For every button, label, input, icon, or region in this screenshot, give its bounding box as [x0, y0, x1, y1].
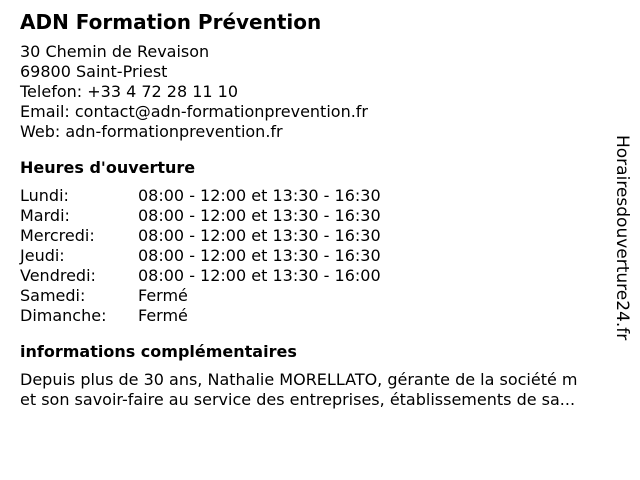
hours-time: 08:00 - 12:00 et 13:30 - 16:30: [138, 186, 381, 205]
hours-time: Fermé: [138, 306, 188, 325]
hours-day: Jeudi:: [20, 246, 65, 265]
address-city: 69800 Saint-Priest: [20, 62, 168, 81]
description-line-2: et son savoir-faire au service des entreprises, établissements de sa...: [20, 390, 576, 409]
web-line[interactable]: Web: adn-formationprevention.fr: [20, 122, 283, 141]
hours-row-jeudi: [20, 246, 620, 266]
hours-time: 08:00 - 12:00 et 13:30 - 16:30: [138, 206, 381, 225]
hours-day: Vendredi:: [20, 266, 96, 285]
opening-hours-table: [20, 186, 620, 326]
hours-time: Fermé: [138, 286, 188, 305]
opening-hours-heading: Heures d'ouverture: [20, 158, 196, 177]
hours-day: Mercredi:: [20, 226, 95, 245]
hours-time: 08:00 - 12:00 et 13:30 - 16:30: [138, 246, 381, 265]
hours-time: 08:00 - 12:00 et 13:30 - 16:00: [138, 266, 381, 285]
additional-info-text: [20, 370, 625, 410]
hours-day: Lundi:: [20, 186, 69, 205]
business-listing: [20, 10, 620, 410]
contact-block: [20, 42, 620, 142]
hours-day: Samedi:: [20, 286, 86, 305]
business-name: ADN Formation Prévention: [20, 10, 322, 34]
hours-day: Mardi:: [20, 206, 70, 225]
description-line-1: Depuis plus de 30 ans, Nathalie MORELLATO, gérante de la société m: [20, 370, 578, 389]
hours-time: 08:00 - 12:00 et 13:30 - 16:30: [138, 226, 381, 245]
site-watermark: Horairesdouverture24.fr: [612, 135, 632, 341]
additional-info-heading: informations complémentaires: [20, 342, 297, 361]
hours-day: Dimanche:: [20, 306, 107, 325]
hours-row-lundi: [20, 186, 620, 206]
hours-row-mercredi: [20, 226, 620, 246]
hours-row-dimanche: [20, 306, 620, 326]
email-line[interactable]: Email: contact@adn-formationprevention.fr: [20, 102, 368, 121]
hours-row-samedi: [20, 286, 620, 306]
phone-line[interactable]: Telefon: +33 4 72 28 11 10: [20, 82, 239, 101]
hours-row-vendredi: [20, 266, 620, 286]
hours-row-mardi: [20, 206, 620, 226]
address-street: 30 Chemin de Revaison: [20, 42, 210, 61]
